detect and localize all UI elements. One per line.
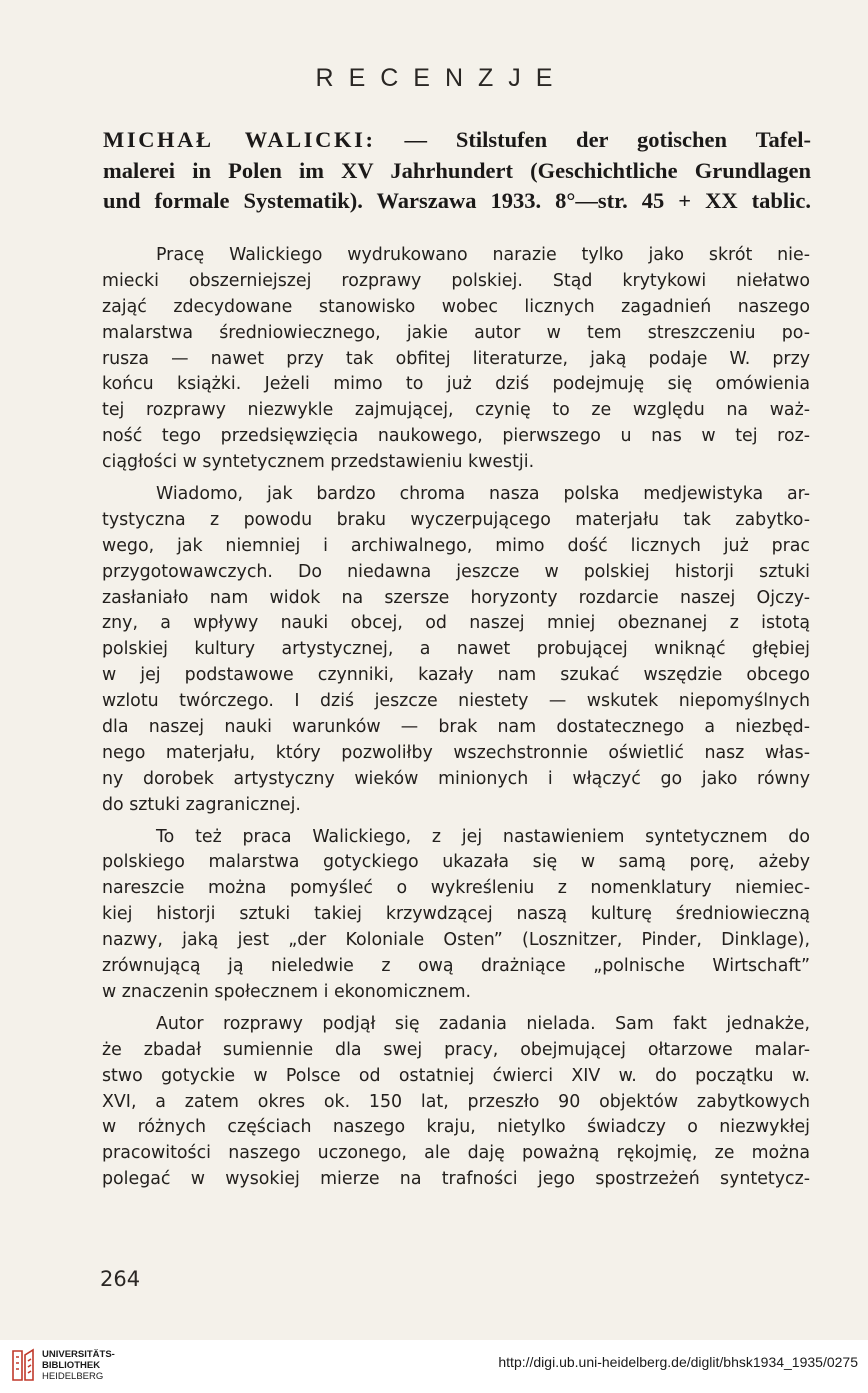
body-line: Pracę Walickiego wydrukowano narazie tylko jako skrót nie- [156,245,810,265]
body-line: zająć zdecydowane stanowisko wobec licznych zagadnień naszego [102,296,810,317]
body-line: tej rozprawy niezwykle zajmującej, czynię to ze względu na waż- [102,400,810,421]
title-author: MICHAŁ WALICKI: [103,127,376,152]
body-line: nareszcie można pomyśleć o wykreśleniu z nomenklatury niemiec- [102,878,810,899]
body-line: stwo gotyckie w Polsce od ostatniej ćwierci XIV w. do początku w. [102,1065,810,1086]
body-line: polskiego malarstwa gotyckiego ukazała się w samą porę, ażeby [102,852,810,873]
section-heading: RECENZJE [315,64,568,92]
body-line: przygotowawczych. Do niedawna jeszcze w polskiej historji sztuki [102,561,810,582]
page-number: 264 [100,1267,141,1291]
body-line: zny, a wpływy nauki obcej, od naszej mniej obeznanej z istotą [102,613,810,634]
body-line: wego, jak niemniej i archiwalnego, mimo dość licznych już prac [102,535,810,556]
title-line-1 [103,125,811,156]
body-line: w różnych częściach naszego kraju, nietylko świadczy o niezwykłej [102,1117,810,1138]
logo-line-1: UNIVERSITÄTS- [42,1349,115,1360]
body-line: miecki obszerniejszej rozprawy polskiej. Stąd krytykowi niełatwo [102,270,810,291]
body-line: zasłaniało nam widok na szersze horyzonty rozdarcie naszej Ojczy- [102,587,810,608]
body-line: polskiej kultury artystycznej, a nawet probującej wniknąć głębiej [102,639,810,660]
body-line: pracowitości naszego uczonego, ale daję poważną rękojmię, ze można [102,1143,810,1164]
body-line: Autor rozprawy podjął się zadania nielada. Sam fakt jednakże, [156,1013,810,1034]
title-line-1-rest: — Stilstufen der gotischen Tafel- [404,127,811,152]
library-logo-text [42,1349,115,1382]
body-line: Wiadomo, jak bardzo chroma nasza polska medjewistyka ar- [156,484,810,505]
logo-line-3: HEIDELBERG [42,1371,104,1382]
body-line: To też praca Walickiego, z jej nastawieniem syntetycznem do [156,826,810,847]
review-title [103,125,811,217]
source-url-link[interactable]: http://digi.ub.uni-heidelberg.de/diglit/bhsk1934_1935/0275 [498,1354,858,1370]
body-line: wzlotu twórczego. I dziś jeszcze niestety — wskutek niepomyślnych [102,691,810,712]
body-line: nego materjału, który pozwoliłby wszechstronnie oświetlić nasz włas- [102,742,810,763]
body-line: końcu książki. Jeżeli mimo to już dziś podejmuję się omówienia [102,374,810,395]
body-line: dla naszej nauki warunków — brak nam dostatecznego a niezbęd- [102,717,810,738]
body-line: do sztuki zagranicznej. [102,794,301,815]
body-line: w jej podstawowe czynniki, kazały nam szukać wszędzie obcego [102,665,810,686]
body-line: XVI, a zatem okres ok. 150 lat, przeszło 90 objektów zabytkowych [102,1091,810,1112]
logo-line-2: BIBLIOTHEK [42,1360,101,1371]
body-line: w znaczenin społecznem i ekonomicznem. [102,981,472,1002]
body-line: ny dorobek artystyczny wieków minionych i włączyć go jako równy [102,768,810,789]
review-body [102,243,810,1193]
body-line: rusza — nawet przy tak obfitej literaturze, jaką podaje W. przy [102,348,810,369]
body-line: nazwy, jaką jest „der Koloniale Osten” (Losznitzer, Pinder, Dinklage), [102,930,810,951]
body-line: zrównującą ją nieledwie z ową drażniące „polnische Wirtschaft” [102,956,810,977]
body-line: tystyczna z powodu braku wyczerpującego materjału tak zabytko- [102,509,810,530]
body-line: że zbadał sumiennie dla swej pracy, obejmującej ołtarzowe malar- [102,1039,810,1060]
body-line: polegać w wysokiej mierze na trafności jego spostrzeżeń syntetycz- [102,1169,810,1190]
body-line: kiej historji sztuki takiej krzywdzącej naszą kulturę średniowieczną [102,904,810,925]
body-line: ność tego przedsięwzięcia naukowego, pierwszego u nas w tej roz- [102,426,810,447]
body-line: ciągłości w syntetycznem przedstawieniu kwestji. [102,452,535,473]
digitization-footer [0,1340,868,1393]
title-line-3: und formale Systematik). Warszawa 1933. 8°—str. 45 + XX tablic. [103,188,811,213]
library-logo-icon [10,1347,36,1383]
title-line-2: malerei in Polen im XV Jahrhundert (Geschichtliche Grundlagen [103,157,811,183]
body-line: malarstwa średniowiecznego, jakie autor w tem streszczeniu po- [102,322,810,343]
